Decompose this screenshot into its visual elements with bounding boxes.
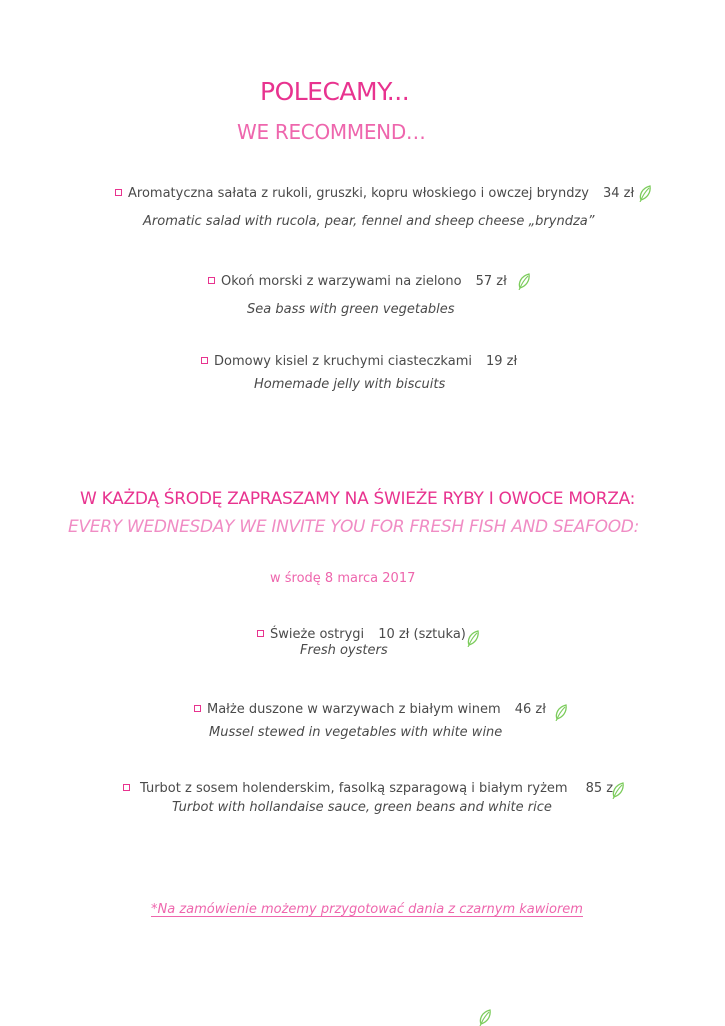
item-price: 19 zł: [485, 354, 518, 369]
leaf-icon: [554, 703, 568, 721]
item-name: Okoń morski z warzywami na zielono: [221, 273, 462, 289]
item-price: 10 zł (sztuka): [378, 626, 466, 642]
item-name: Małże duszone w warzywach z białym winem: [207, 701, 501, 717]
menu-item: [115, 184, 652, 202]
bullet-icon: [208, 277, 215, 284]
item-translation: Homemade jelly with biscuits: [254, 377, 446, 392]
item-translation: Aromatic salad with rucola, pear, fennel and sheep cheese „bryndza”: [143, 214, 595, 229]
page-subtitle: WE RECOMMEND…: [237, 120, 426, 144]
leaf-icon: [517, 272, 531, 290]
menu-item: [201, 354, 517, 369]
item-name: Domowy kisiel z kruchymi ciasteczkami: [214, 354, 472, 369]
item-name: Aromatyczna sałata z rukoli, gruszki, kopru włoskiego i owczej bryndzy: [128, 185, 589, 201]
item-name: Turbot z sosem holenderskim, fasolką szparagową i białym ryżem: [140, 780, 568, 796]
bullet-icon: [257, 630, 264, 637]
item-name: Świeże ostrygi: [270, 626, 365, 642]
bullet-icon: [123, 784, 130, 791]
item-translation: Mussel stewed in vegetables with white wine: [209, 725, 503, 740]
section-heading-translation: EVERY WEDNESDAY WE INVITE YOU FOR FRESH FISH AND SEAFOOD:: [68, 517, 639, 537]
item-price: 34 zł: [602, 185, 635, 201]
item-price: 85 z: [585, 780, 614, 796]
section-date: w środę 8 marca 2017: [270, 571, 416, 586]
leaf-icon: [611, 781, 625, 799]
menu-item: [208, 272, 531, 290]
bullet-icon: [115, 189, 122, 196]
menu-item: [123, 777, 625, 799]
item-translation: Turbot with hollandaise sauce, green beans and white rice: [172, 800, 552, 815]
leaf-icon: [478, 1008, 492, 1026]
bullet-icon: [194, 705, 201, 712]
item-price: 57 zł: [475, 273, 507, 289]
leaf-icon: [638, 184, 652, 202]
caviar-note: *Na zamówienie możemy przygotować dania z czarnym kawiorem: [151, 902, 583, 917]
leaf-icon: [466, 629, 480, 647]
page-title: POLECAMY...: [260, 77, 410, 106]
bullet-icon: [201, 357, 208, 364]
item-price: 46 zł: [514, 701, 546, 717]
item-translation: Sea bass with green vegetables: [247, 302, 455, 317]
item-translation: Fresh oysters: [300, 643, 388, 658]
menu-item: [194, 697, 568, 721]
section-heading: W KAŻDĄ ŚRODĘ ZAPRASZAMY NA ŚWIEŻE RYBY I OWOCE MORZA:: [80, 489, 636, 509]
